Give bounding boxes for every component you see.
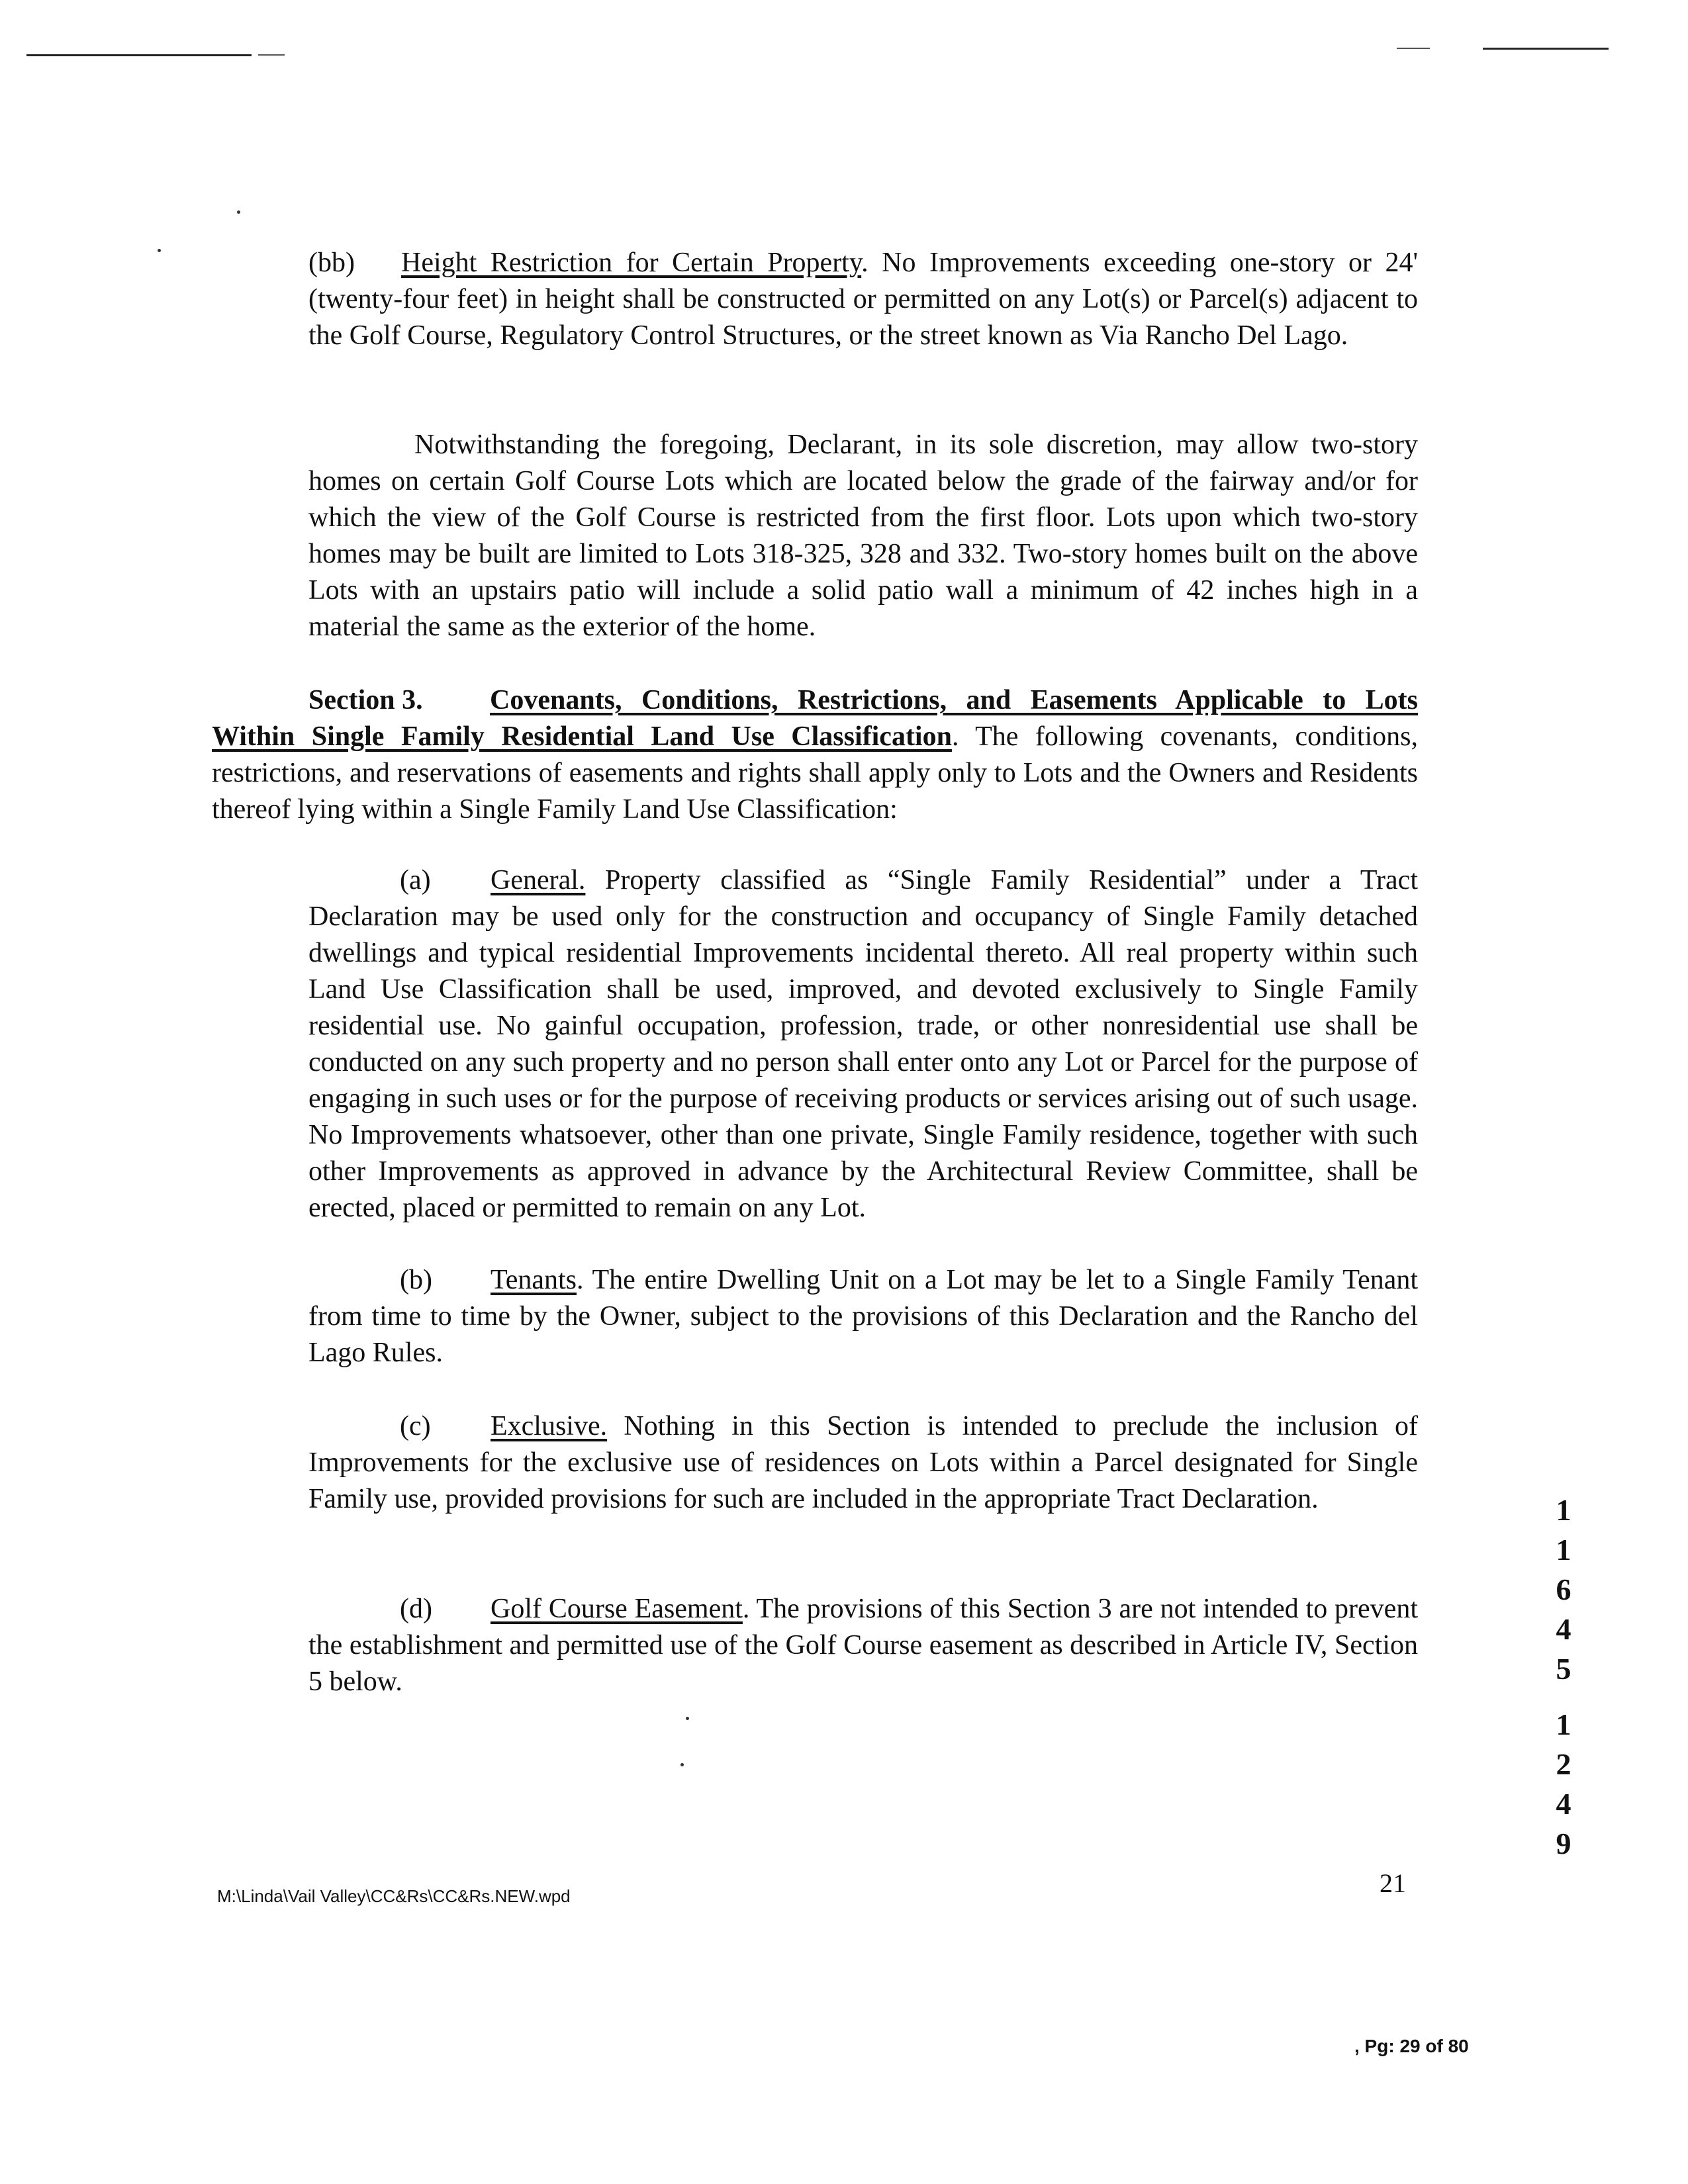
section-label: Section 3. [308,685,423,715]
paragraph-label: (bb) [308,248,355,278]
paragraph-heading: Height Restriction for Certain Property [401,248,862,278]
scan-speck [158,249,161,252]
section-text: . The following covenants, conditions, restrictions, and reservations of easements and rights shall apply only to Lots and the Owners and Residents thereof lying within a Single Family Land Use Classification: [212,721,1419,825]
stamp-digit: 5 [1556,1652,1571,1686]
paragraph-heading: Golf Course Easement [491,1594,743,1624]
stamp-digit: 4 [1556,1787,1571,1821]
stamp-digit: 9 [1556,1827,1571,1860]
paragraph-label: (c) [400,1411,431,1441]
paragraph-label: (a) [400,865,431,895]
page-stamp: , Pg: 29 of 80 [1354,2036,1469,2056]
scan-edge-dash-left [258,54,285,56]
paragraph-notwithstanding [308,427,1418,645]
paragraph-text: Property classified as “Single Family Residential” under a Tract Declaration may be used only for the construction and occupancy of Single Family detached dwellings and typical residential Improvements incidental thereto. All real property within such Land Use Classification shall be used, improved, and devoted exclusively to Single Family residential use. No gainful occupation, profession, trade, or other nonresidential use shall be conducted on any such property and no person shall enter onto any Lot or Parcel for the purpose of engaging in such uses or for the purpose of receiving products or services arising out of such usage. No Improvements whatsoever, other than one private, Single Family residence, together with such other Improvements as approved in advance by the Architectural Review Committee, shall be erected, placed or permitted to remain on any Lot. [308,865,1418,1223]
section-3 [212,682,1418,828]
paragraph-heading: Tenants [491,1265,577,1295]
paragraph-heading: Exclusive. [491,1411,608,1441]
scan-speck [680,1763,684,1766]
paragraph-b [308,1262,1418,1371]
stamp-digit: 2 [1556,1747,1571,1781]
footer-file-path: M:\Linda\Vail Valley\CC&Rs\CC&Rs.NEW.wpd [217,1886,571,1906]
stamp-digit: 1 [1556,1707,1571,1741]
stamp-digit: 1 [1556,1493,1571,1527]
paragraph-label: (d) [400,1594,432,1624]
section-heading: Covenants, Conditions, Restrictions, and Easements Applicable to Lots Within Single Family Residential Land Use Classification [212,685,1418,752]
scan-speck [686,1717,689,1720]
paragraph-a [308,862,1418,1226]
stamp-digit: 6 [1556,1572,1571,1606]
scan-edge-line-left [26,54,252,56]
paragraph-bb [308,245,1418,354]
page-number: 21 [1380,1868,1406,1898]
scan-edge-dash-right-a [1397,48,1430,49]
stamp-digit: 4 [1556,1612,1571,1646]
stamp-digit: 1 [1556,1533,1571,1567]
paragraph-text: Notwithstanding the foregoing, Declarant, in its sole discretion, may allow two-story homes on certain Golf Course Lots which are located below the grade of the fairway and/or for which the view of the Golf Course is restricted from the first floor. Lots upon which two-story homes may be built are limited to Lots 318-325, 328 and 332. Two-story homes built on the above Lots with an upstairs patio will include a solid patio wall a minimum of 42 inches high in a material the same as the exterior of the home. [308,430,1418,642]
paragraph-text: . No Improvements exceeding one-story or 24' (twenty-four feet) in height shall be constructed or permitted on any Lot(s) or Parcel(s) adjacent to the Golf Course, Regulatory Control Structures, or the street known as Via Rancho Del Lago. [308,248,1419,351]
paragraph-text: . The provisions of this Section 3 are not intended to prevent the establishment and permitted use of the Golf Course easement as described in Article IV, Section 5 below. [308,1594,1418,1697]
paragraph-text: Nothing in this Section is intended to preclude the inclusion of Improvements for the exclusive use of residences on Lots within a Parcel designated for Single Family use, provided provisions for such are included in the appropriate Tract Declaration. [308,1411,1418,1514]
paragraph-heading: General. [491,865,586,895]
paragraph-d [308,1591,1418,1700]
paragraph-label: (b) [400,1265,432,1295]
scan-edge-line-right [1483,48,1609,50]
paragraph-text: . The entire Dwelling Unit on a Lot may be let to a Single Family Tenant from time to time by the Owner, subject to the provisions of this Declaration and the Rancho del Lago Rules. [308,1265,1418,1368]
paragraph-c [308,1408,1418,1518]
scan-speck [237,210,240,214]
